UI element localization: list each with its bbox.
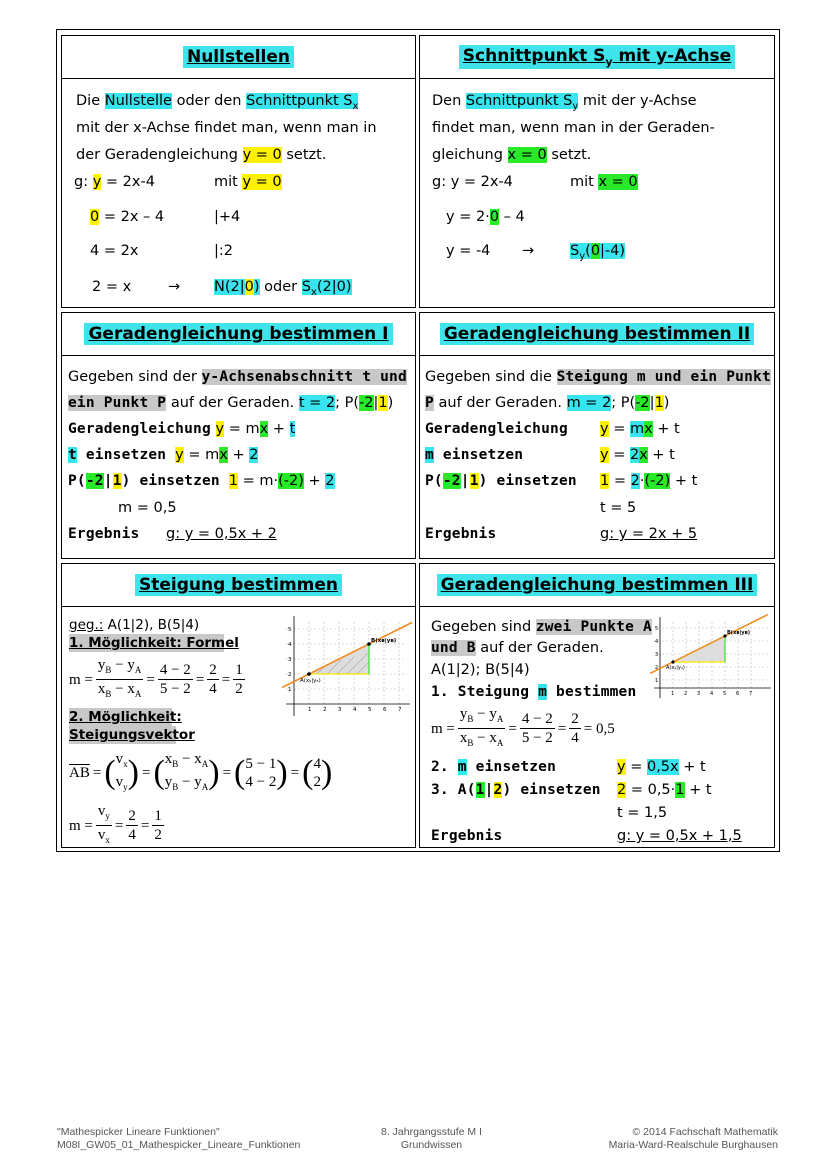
gerade3-line6: 3. A(1|2) einsetzen [431,782,601,798]
steigung-method2a: 2. Möglichkeit: [69,709,182,725]
nullstellen-step1: 0 = 2x – 4 [90,209,165,225]
gerade3-line3: A(1|2); B(5|4) [431,662,530,678]
svg-text:B(xв|yв): B(xв|yв) [727,630,751,636]
header-gerade3 [420,564,774,607]
arrow-icon: → [168,279,181,295]
header-nullstellen [62,36,415,79]
gerade2-line6: t = 5 [600,500,637,516]
nullstellen-step2-op: |:2 [214,243,233,259]
steigung-vector-result: m = $\frac{v_y}{v_x}$ = $\frac{2}{4}$ = $\frac{1}{2}$ [69,803,162,845]
steigung-method2b: Steigungsvektor [69,727,195,743]
gerade2-line4: y = 2x + t [600,447,675,463]
steigung-vector: $\overline{AB}$ = ( $v_x$ $v_y$ ) = ( $x_B - x_A$ $y_B - y_A$ ) = ( 5 − 1 4 − 2 ) = ( 4 2 ) [69,751,333,792]
box-gerade3 [419,563,775,848]
svg-text:1: 1 [308,707,312,713]
gerade1-result: g: y = 0,5x + 2 [166,526,277,542]
gerade3-line4: 1. Steigung m bestimmen [431,684,637,700]
title-nullstellen: Nullstellen [183,46,294,68]
svg-text:7: 7 [398,707,402,713]
svg-text:4: 4 [710,691,714,697]
svg-text:4: 4 [353,707,357,713]
svg-text:3: 3 [288,657,292,663]
gerade1-line5: P(-2|1) einsetzen 1 = m·(-2) + 2 [68,473,335,489]
steigung-method1: 1. Möglichkeit: Formel [69,635,239,651]
footer-right: © 2014 Fachschaft Mathematik Maria-Ward-Realschule Burghausen [608,1126,778,1151]
nullstellen-condition: mit y = 0 [214,174,282,190]
gerade3-result-label: Ergebnis [431,828,503,844]
box-gerade1 [61,312,416,559]
schnittpunkt-equation: g: y = 2x-4 [432,174,513,190]
nullstellen-step3: 2 = x [92,279,132,295]
svg-text:2: 2 [684,691,688,697]
gerade1-line2: ein Punkt P auf der Geraden. t = 2; P(-2|1) [68,395,394,411]
arrow-icon: → [522,243,535,259]
gerade1-line6: m = 0,5 [118,500,177,516]
worksheet [56,29,780,852]
footer-left: "Mathespicker Lineare Funktionen" M08I_GW05_01_Mathespicker_Lineare_Funktionen [57,1126,301,1151]
steigung-formula: m = $\frac{y_B - y_A}{x_B - x_A}$ = $\frac{4 - 2}{5 - 2}$ = $\frac{2}{4}$ = $\frac{1}{2}$ [69,657,243,699]
svg-text:6: 6 [383,707,387,713]
svg-text:1: 1 [671,691,675,697]
gerade2-result-label: Ergebnis [425,526,497,542]
nullstellen-step1-op: |+4 [214,209,241,225]
box-nullstellen [61,35,416,308]
nullstellen-line2: mit der x-Achse findet man, wenn man in [76,120,377,136]
slope-graph [282,612,414,720]
title-gerade1: Geradengleichung bestimmen I [84,323,392,345]
svg-text:4: 4 [655,639,659,645]
footer-middle: 8. Jahrgangsstufe M I Grundwissen [381,1126,482,1151]
svg-text:B(xв|yв): B(xв|yв) [371,638,397,644]
gerade2-line5: 1 = 2·(-2) + t [600,473,698,489]
steigung-given: geg.: A(1|2), B(5|4) [69,617,200,633]
gerade2-result: g: y = 2x + 5 [600,526,698,542]
title-gerade3: Geradengleichung bestimmen III [437,574,758,596]
svg-text:A(xₐ|yₐ): A(xₐ|yₐ) [666,665,685,671]
svg-text:5: 5 [288,627,292,633]
gerade3-line1: Gegeben sind zwei Punkte A [431,619,652,635]
gerade2-line5-label: P(-2|1) einsetzen [425,473,577,489]
schnittpunkt-condition: mit x = 0 [570,174,638,190]
svg-text:2: 2 [288,672,292,678]
gerade1-result-label: Ergebnis [68,526,140,542]
svg-text:5: 5 [368,707,372,713]
schnittpunkt-line2: findet man, wenn man in der Geraden- [432,120,715,136]
svg-text:5: 5 [723,691,727,697]
header-gerade1 [62,313,415,356]
gerade2-line3-label: Geradengleichung [425,421,568,437]
gerade3-line2: und B auf der Geraden. [431,640,604,656]
gerade2-line4-label: m einsetzen [425,447,524,463]
schnittpunkt-result: $S_y(0|-4)$ [570,243,626,262]
svg-text:4: 4 [288,642,292,648]
nullstellen-equation: g: y = 2x-4 [74,174,155,190]
title-gerade2: Geradengleichung bestimmen II [440,323,754,345]
gerade2-line2: P auf der Geraden. m = 2; P(-2|1) [425,395,670,411]
gerade3-result: g: y = 0,5x + 1,5 [617,828,742,844]
header-steigung [62,564,415,607]
svg-text:1: 1 [655,678,659,684]
box-schnittpunkt [419,35,775,308]
gerade1-line4: t einsetzen y = mx + 2 [68,447,259,463]
schnittpunkt-line3: gleichung x = 0 setzt. [432,147,592,163]
svg-text:2: 2 [323,707,327,713]
header-gerade2 [420,313,774,356]
svg-text:7: 7 [749,691,753,697]
gerade3-line6-right: 2 = 0,5·1 + t [617,782,712,798]
gerade3-line7: t = 1,5 [617,805,668,821]
schnittpunkt-step2: y = -4 [446,243,491,259]
svg-text:2: 2 [655,665,659,671]
nullstellen-step2: 4 = 2x [90,243,139,259]
nullstellen-line3: der Geradengleichung y = 0 setzt. [76,147,327,163]
nullstellen-line1: Die Nullstelle oder den Schnittpunkt $S_x$ [76,93,359,112]
svg-text:3: 3 [697,691,701,697]
header-schnittpunkt [420,36,774,79]
box-steigung [61,563,416,848]
title-steigung: Steigung bestimmen [135,574,342,596]
title-schnittpunkt: Schnittpunkt $S_y$ mit y-Achse [459,45,735,69]
gerade3-line5: 2. m einsetzen [431,759,557,775]
gerade1-line3: Geradengleichung y = mx + t [68,421,296,437]
svg-text:1: 1 [288,687,292,693]
gerade2-line1: Gegeben sind die Steigung m und ein Punkt [425,369,771,385]
gerade1-line1: Gegeben sind der y-Achsenabschnitt t und [68,369,407,385]
gerade3-line5-right: y = 0,5x + t [617,759,706,775]
schnittpunkt-line1: Den Schnittpunkt $S_y$ mit der y-Achse [432,93,697,112]
nullstellen-result: N(2|0) oder $S_x(2|0)$ [214,279,352,298]
schnittpunkt-step1: y = 2·0 – 4 [446,209,525,225]
box-gerade2 [419,312,775,559]
svg-text:3: 3 [655,652,659,658]
svg-text:6: 6 [736,691,740,697]
svg-text:A(xₐ|yₐ): A(xₐ|yₐ) [300,678,321,684]
gerade3-formula: m = $\frac{y_B - y_A}{x_B - x_A}$ = $\frac{4 - 2}{5 - 2}$ = $\frac{2}{4}$ = 0,5 [431,706,615,748]
gerade2-line3: y = mx + t [600,421,680,437]
svg-text:5: 5 [655,626,659,632]
svg-text:3: 3 [338,707,342,713]
line-graph [650,614,774,702]
